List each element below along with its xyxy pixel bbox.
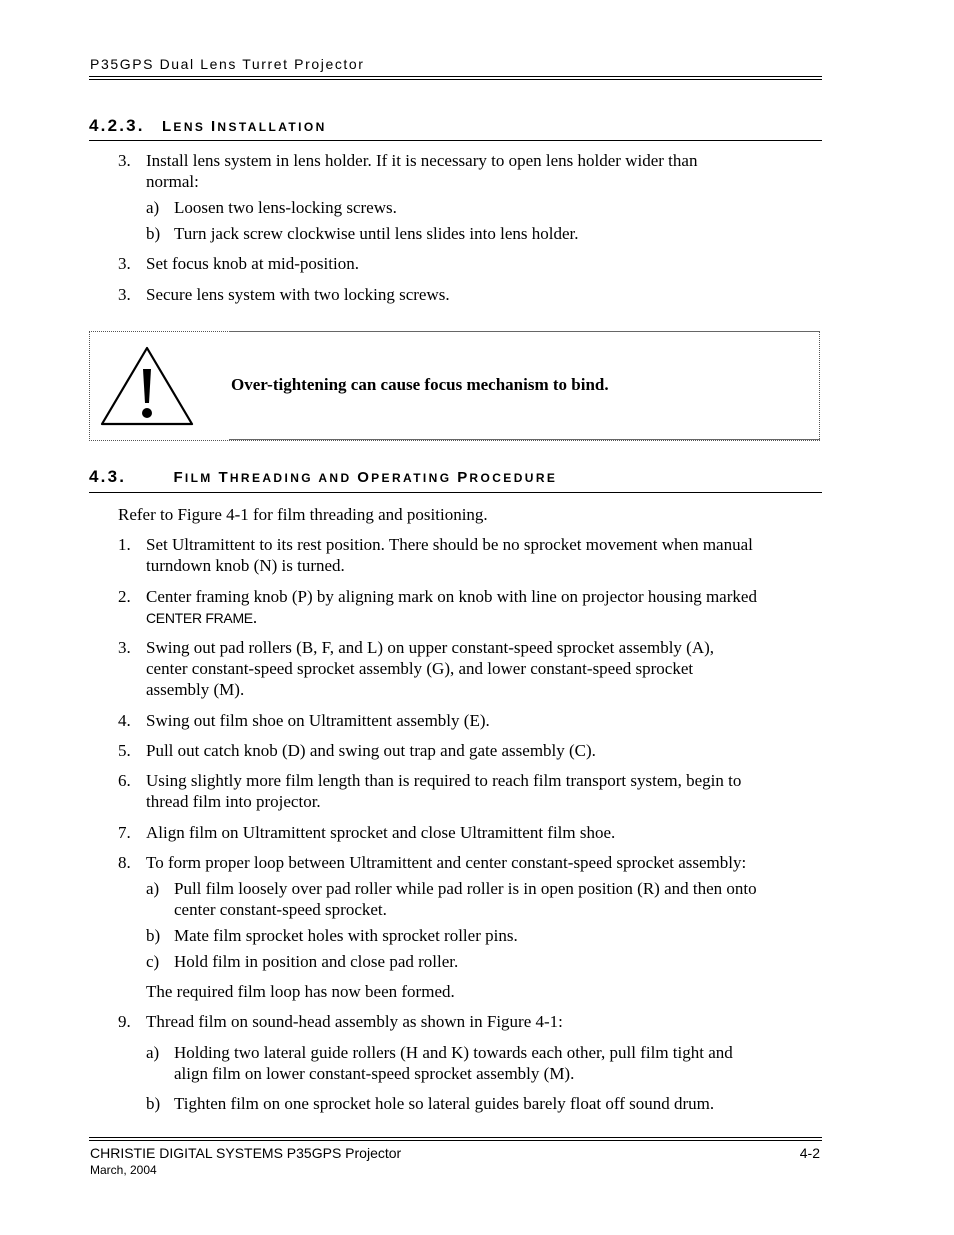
substep-text: Pull film loosely over pad roller while pad roller is in open position (R) and then onto [174,879,757,898]
step-text: assembly (M). [146,680,245,699]
substep-letter: c) [146,952,160,971]
footer-rule [89,1137,822,1141]
step-number: 9. [118,1012,131,1031]
step-text: Install lens system in lens holder. If it is necessary to open lens holder wider than [146,151,698,170]
step-number: 3. [118,638,131,657]
footer-company: CHRISTIE DIGITAL SYSTEMS P35GPS Projector [90,1145,402,1161]
step-number: 3. [118,151,131,170]
substep-letter: b) [146,926,161,945]
step-number: 8. [118,853,131,872]
step-number: 6. [118,771,131,790]
step-text: CENTER FRAME. [146,608,258,627]
step-text: Pull out catch knob (D) and swing out trap and gate assembly (C). [146,741,596,760]
substep-text: Hold film in position and close pad roller. [174,952,459,971]
substep-text: align film on lower constant-speed sprocket assembly (M). [174,1064,575,1083]
section-heading-film-threading: 4.3. FILM THREADING AND OPERATING PROCEDURE [89,467,558,486]
step-number: 2. [118,587,131,606]
step-number: 3. [118,254,131,273]
step-text: Secure lens system with two locking screws. [146,285,450,304]
step-text: Center framing knob (P) by aligning mark on knob with line on projector housing marked [146,587,757,606]
step-text: Set focus knob at mid-position. [146,254,359,273]
step-text: normal: [146,172,199,191]
substep-text: center constant-speed sprocket. [174,900,387,919]
substep-letter: a) [146,1043,160,1062]
substep-text: Turn jack screw clockwise until lens slides into lens holder. [174,224,579,243]
substep-letter: b) [146,224,161,243]
section-rule [89,140,822,141]
section-number: 4.2.3. [89,116,145,135]
step-number: 4. [118,711,131,730]
page-number: 4-2 [799,1145,820,1161]
step-text: Align film on Ultramittent sprocket and close Ultramittent film shoe. [146,823,616,842]
step-text: Thread film on sound-head assembly as shown in Figure 4-1: [146,1012,563,1031]
step-number: 7. [118,823,131,842]
step-text: center constant-speed sprocket assembly (G), and lower constant-speed sprocket [146,659,694,678]
loop-note: The required film loop has now been formed. [146,982,455,1001]
step-text: Using slightly more film length than is required to reach film transport system, begin to [146,771,742,790]
step-text: thread film into projector. [146,792,321,811]
running-header: P35GPS Dual Lens Turret Projector [90,56,365,72]
step-text: Swing out pad rollers (B, F, and L) on upper constant-speed sprocket assembly (A), [146,638,715,657]
substep-letter: b) [146,1094,161,1113]
section-rule [89,492,822,493]
step-text: turndown knob (N) is turned. [146,556,345,575]
step-text: Swing out film shoe on Ultramittent assembly (E). [146,711,490,730]
substep-text: Tighten film on one sprocket hole so lateral guides barely float off sound drum. [174,1094,715,1113]
footer-date: March, 2004 [90,1163,157,1177]
substep-letter: a) [146,879,160,898]
section-heading-lens-installation: 4.2.3. LENS INSTALLATION [89,116,327,135]
substep-text: Mate film sprocket holes with sprocket roller pins. [174,926,518,945]
marking-center-frame: CENTER FRAME [146,610,253,626]
step-text: Set Ultramittent to its rest position. There should be no sprocket movement when manual [146,535,753,554]
substep-letter: a) [146,198,160,217]
step-number: 1. [118,535,131,554]
step-number: 5. [118,741,131,760]
intro-text: Refer to Figure 4-1 for film threading and positioning. [118,505,488,524]
step-number: 3. [118,285,131,304]
warning-text: Over-tightening can cause focus mechanism to bind. [231,375,609,394]
substep-text: Loosen two lens-locking screws. [174,198,397,217]
step-text: To form proper loop between Ultramittent and center constant-speed sprocket assembly: [146,853,747,872]
section-number: 4.3. [89,467,127,486]
substep-text: Holding two lateral guide rollers (H and K) towards each other, pull film tight and [174,1043,733,1062]
header-rule [89,76,822,80]
warning-triangle-icon [99,345,195,427]
